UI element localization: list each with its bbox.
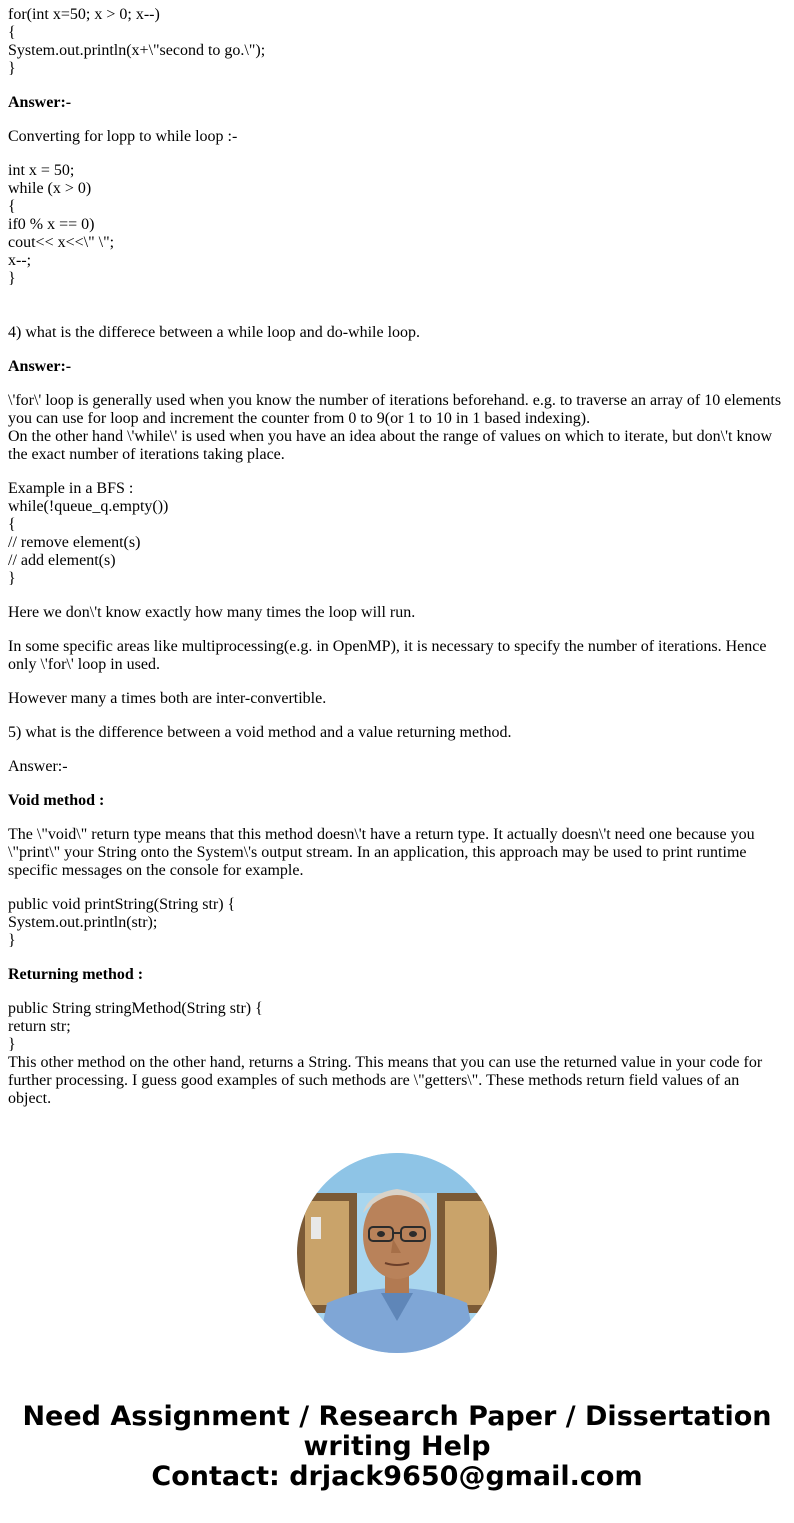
code-line: Example in a BFS : [8, 480, 134, 497]
code-line: } [8, 1036, 16, 1053]
code-line: return str; [8, 1018, 71, 1035]
code-line: } [8, 570, 16, 587]
returning-method-code [8, 1000, 786, 1054]
code-line: if0 % x == 0) [8, 216, 95, 233]
code-line: cout<< x<<\" \"; [8, 234, 115, 251]
footer-contact-line: Contact: drjack9650@gmail.com [151, 1461, 643, 1492]
footer-line-1: Need Assignment / Research Paper / Dissertation [22, 1401, 772, 1432]
multiprocessing-paragraph: In some specific areas like multiprocessing(e.g. in OpenMP), it is necessary to specify the number of iterations. Hence only \'for\' loop in used. [8, 638, 767, 673]
bfs-example-block [8, 480, 786, 588]
spacer [8, 306, 786, 324]
answer-heading: Answer:- [8, 94, 72, 111]
spacer [8, 288, 786, 306]
converting-text: Converting for lopp to while loop :- [8, 128, 238, 145]
code-line: } [8, 270, 16, 287]
question-4: 4) what is the differece between a while loop and do-while loop. [8, 324, 421, 341]
code-line: } [8, 60, 16, 77]
returning-method-paragraph: This other method on the other hand, returns a String. This means that you can use the returned value in your code for further processing. I guess good examples of such methods are \"getters\". These methods return field values of an object. [8, 1054, 763, 1107]
void-method-heading: Void method : [8, 792, 105, 809]
code-line: { [8, 24, 16, 41]
code-line: public String stringMethod(String str) { [8, 1000, 263, 1017]
author-photo [297, 1153, 497, 1353]
code-line: for(int x=50; x > 0; x--) [8, 6, 160, 23]
code-line: { [8, 198, 16, 215]
returning-method-heading: Returning method : [8, 966, 144, 983]
code-line: while (x > 0) [8, 180, 92, 197]
void-method-code [8, 896, 786, 950]
contact-footer [0, 1402, 794, 1492]
footer-line-2: writing Help [303, 1431, 491, 1462]
document-body [8, 6, 786, 1124]
code-line: // remove element(s) [8, 534, 141, 551]
code-line: { [8, 516, 16, 533]
code-line: } [8, 932, 16, 949]
code-block-while-loop [8, 162, 786, 288]
loop-count-paragraph: Here we don\'t know exactly how many times the loop will run. [8, 604, 416, 621]
interconvertible-paragraph: However many a times both are inter-convertible. [8, 690, 327, 707]
answer-label: Answer:- [8, 758, 68, 775]
void-method-paragraph: The \"void\" return type means that this method doesn\'t have a return type. It actually doesn\'t need one because you \"print\" your String onto the System\'s output stream. In an application, this approach may be used to print runtime specific messages on the console for example. [8, 826, 755, 879]
code-line: int x = 50; [8, 162, 75, 179]
code-line: System.out.println(x+\"second to go.\"); [8, 42, 266, 59]
code-line: // add element(s) [8, 552, 116, 569]
portrait-image [297, 1153, 497, 1353]
code-block-for-loop [8, 6, 786, 78]
code-line: x--; [8, 252, 32, 269]
answer-heading: Answer:- [8, 358, 72, 375]
code-line: System.out.println(str); [8, 914, 158, 931]
question-5: 5) what is the difference between a void method and a value returning method. [8, 724, 512, 741]
for-while-paragraph: \'for\' loop is generally used when you know the number of iterations beforehand. e.g. to traverse an array of 10 elements you can use for loop and increment the counter from 0 to 9(or 1 to 10 in 1 based indexing). On the other hand \'while\' is used when you have an idea about the range of values on which to iterate, but don\'t know the exact number of iterations taking place. [8, 392, 782, 463]
code-line: public void printString(String str) { [8, 896, 236, 913]
code-line: while(!queue_q.empty()) [8, 498, 169, 515]
